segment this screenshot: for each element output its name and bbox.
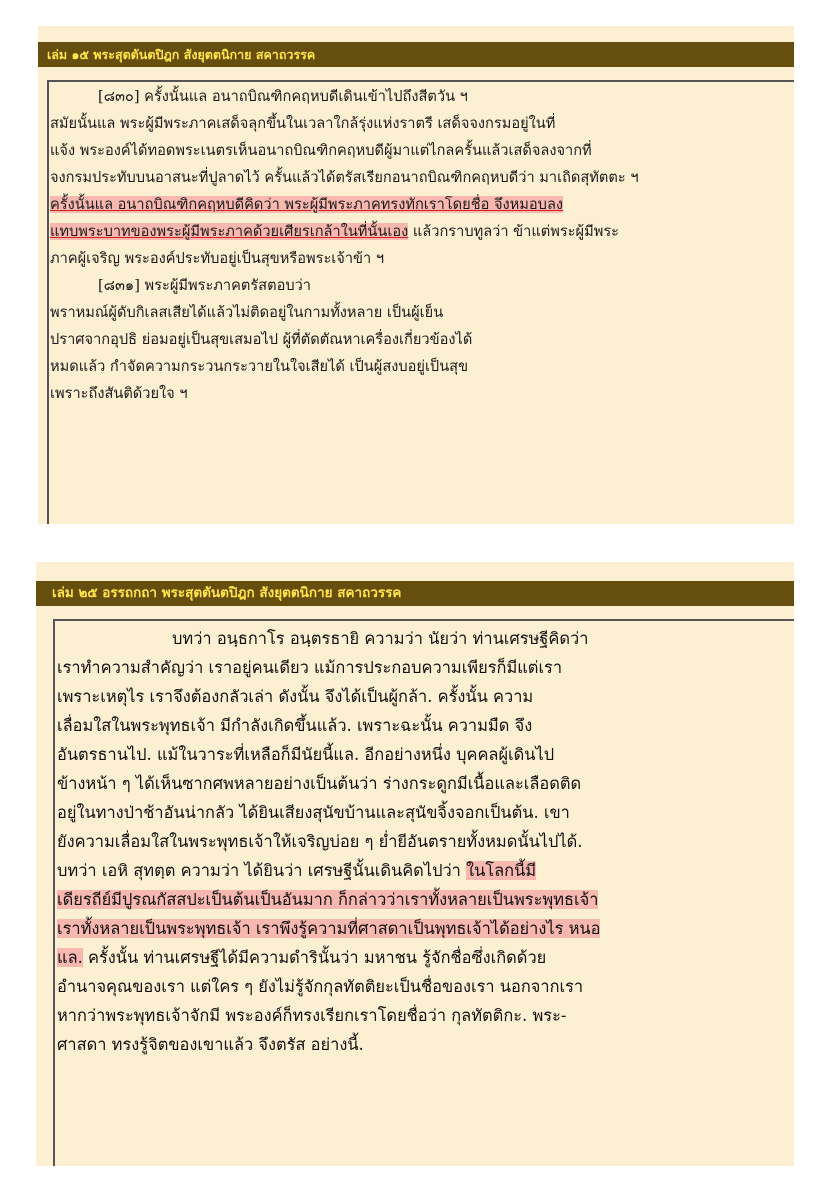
text-line: ภาคผู้เจริญ พระองค์ประทับอยู่เป็นสุขหรือพระเจ้าข้า ฯ <box>50 250 385 267</box>
text-line-highlighted <box>50 191 563 218</box>
text-line: เพราะเหตุไร เราจึงต้องกลัวเล่า ดังนั้น จึงได้เป็นผู้กล้า. ครั้งนั้น ความ <box>57 687 534 706</box>
text-line-highlighted <box>57 886 598 914</box>
text-line-highlighted <box>57 915 600 943</box>
text-line <box>50 218 619 245</box>
text-line: อำนาจคุณของเรา แต่ใคร ๆ ยังไม่รู้จักกุลทัตติยะเป็นชื่อของเรา นอกจากเรา <box>57 977 584 996</box>
text-box <box>53 619 794 1166</box>
text-line: [๘๓๑] พระผู้มีพระภาคตรัสตอบว่า <box>98 277 311 294</box>
text-line: แจ้ง พระองค์ได้ทอดพระเนตรเห็นอนาถบิณฑิกคฤหบดีผู้มาแต่ไกลครั้นแล้วเสด็จลงจากที่ <box>50 142 592 159</box>
text-line: หากว่าพระพุทธเจ้าจักมี พระองค์ก็ทรงเรียกเราโดยชื่อว่า กุลทัตติกะ. พระ- <box>57 1006 567 1025</box>
text-line: เพราะถึงสันติด้วยใจ ฯ <box>50 385 188 402</box>
text-line: ศาสดา ทรงรู้จิตของเขาแล้ว จึงตรัส อย่างนี้. <box>57 1035 364 1054</box>
highlighted-text: แทบพระบาทของพระผู้มีพระภาคด้วยเศียรเกล้าในที่นั้นเอง <box>50 223 409 240</box>
text-box <box>47 80 794 524</box>
text-line: อันตรธานไป. แม้ในวาระที่เหลือก็มีนัยนี้แล. อีกอย่างหนึ่ง บุคคลผู้เดินไป <box>57 745 555 764</box>
text-segment: แล้วกราบทูลว่า ข้าแต่พระผู้มีพระ <box>408 223 619 240</box>
highlighted-text: แล. <box>57 948 83 967</box>
text-line: จงกรมประทับบนอาสนะที่ปูลาดไว้ ครั้นแล้วได้ตรัสเรียกอนาถบิณฑิกคฤหบดีว่า มาเถิดสุทัตตะ ฯ <box>50 169 639 186</box>
sutta-panel <box>38 26 794 524</box>
text-line <box>57 857 536 885</box>
text-line <box>57 944 546 972</box>
highlighted-text: ในโลกนี้มี <box>466 861 537 880</box>
text-line: บทว่า อนฺธกาโร อนฺตรธายิ ความว่า นัยว่า ท่านเศรษฐีคิดว่า <box>172 629 589 648</box>
text-segment: ครั้งนั้น ท่านเศรษฐีได้มีความดำรินั้นว่า มหาชน รู้จักชื่อซึ่งเกิดด้วย <box>82 948 547 967</box>
text-line: เลื่อมใสในพระพุทธเจ้า มีกำลังเกิดขึ้นแล้ว. เพราะฉะนั้น ความมืด จึง <box>57 716 533 735</box>
panel-header: เล่ม ๑๕ พระสุตตันตปิฎก สังยุตตนิกาย สคาถวรรค <box>38 42 794 67</box>
highlighted-text: เดียรถีย์มีปูรณกัสสปะเป็นต้นเป็นอันมาก ก็กล่าวว่าเราทั้งหลายเป็นพระพุทธเจ้า <box>57 890 599 909</box>
text-line: ยังความเลื่อมใสในพระพุทธเจ้าให้เจริญบ่อย ๆ ย่ำยีอันตรายทั้งหมดนั้นไปได้. <box>57 832 583 851</box>
text-line: อยู่ในทางป่าช้าอันน่ากลัว ได้ยินเสียงสุนัขบ้านและสุนัขจิ้งจอกเป็นต้น. เขา <box>57 803 570 822</box>
highlighted-text: เราทั้งหลายเป็นพระพุทธเจ้า เราพึงรู้ความที่ศาสดาเป็นพุทธเจ้าได้อย่างไร หนอ <box>57 919 601 938</box>
commentary-panel <box>36 562 794 1166</box>
text-line: [๘๓๐] ครั้งนั้นแล อนาถบิณฑิกคฤหบดีเดินเข้าไปถึงสีตวัน ฯ <box>98 88 468 105</box>
text-line: ข้างหน้า ๆ ได้เห็นซากศพหลายอย่างเป็นต้นว่า ร่างกระดูกมีเนื้อและเลือดติด <box>57 774 582 793</box>
text-line: หมดแล้ว กำจัดความกระวนกระวายในใจเสียได้ เป็นผู้สงบอยู่เป็นสุข <box>50 358 469 375</box>
text-line: พราหมณ์ผู้ดับกิเลสเสียได้แล้วไม่ติดอยู่ในกามทั้งหลาย เป็นผู้เย็น <box>50 304 444 321</box>
text-line: เราทำความสำคัญว่า เราอยู่คนเดียว แม้การประกอบความเพียรก็มีแต่เรา <box>57 658 563 677</box>
text-line: ปราศจากอุปธิ ย่อมอยู่เป็นสุขเสมอไป ผู้ที่ตัดตัณหาเครื่องเกี่ยวข้องได้ <box>50 331 473 348</box>
highlighted-text: ครั้งนั้นแล อนาถบิณฑิกคฤหบดีคิดว่า พระผู้มีพระภาคทรงทักเราโดยชื่อ จึงหมอบลง <box>50 196 564 213</box>
panel-header: เล่ม ๒๕ อรรถกถา พระสุตตันตปิฎก สังยุตตนิกาย สคาถวรรค <box>36 581 794 606</box>
text-line: สมัยนั้นแล พระผู้มีพระภาคเสด็จลุกขึ้นในเวลาใกล้รุ่งแห่งราตรี เสด็จจงกรมอยู่ในที่ <box>50 115 556 132</box>
text-segment: บทว่า เอหิ สุทตฺต ความว่า ได้ยินว่า เศรษฐีนั้นเดินคิดไปว่า <box>57 861 467 880</box>
